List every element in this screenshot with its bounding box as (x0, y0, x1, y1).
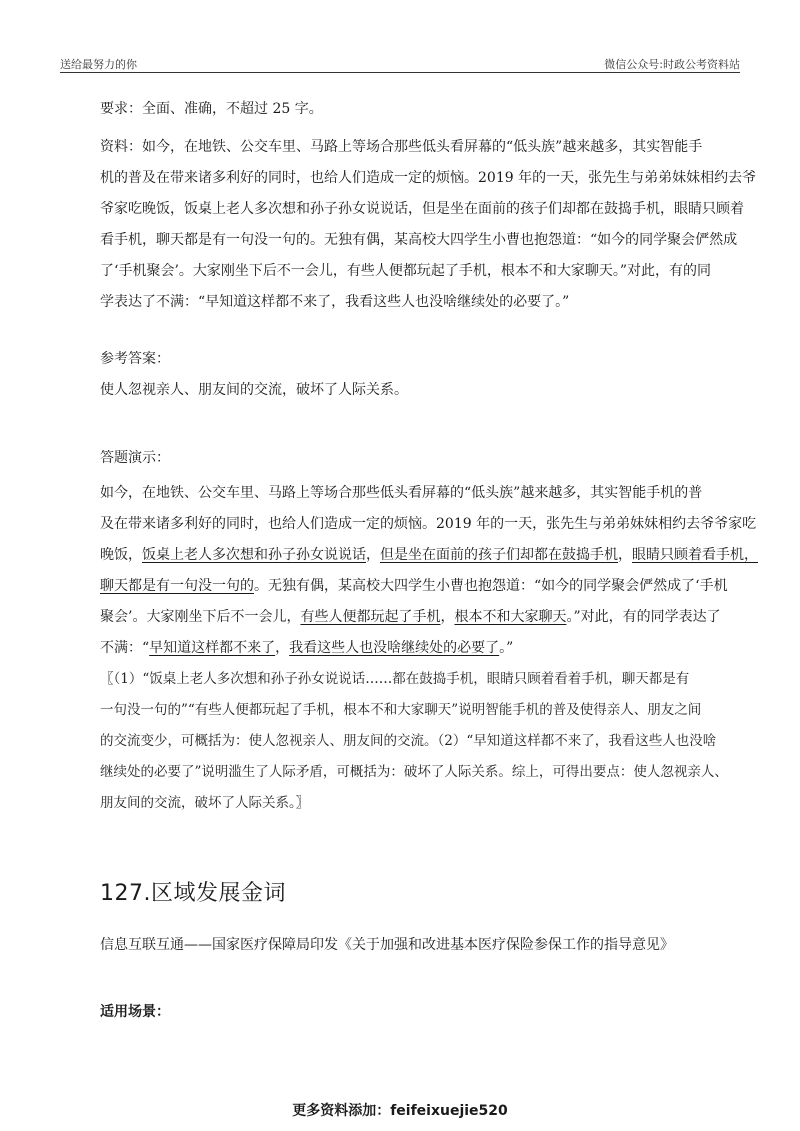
quote-line: 信息互联互通——国家医疗保障局印发《关于加强和改进基本医疗保险参保工作的指导意见》 (100, 937, 674, 953)
demo-line (100, 540, 758, 571)
underlined-phrase: 有些人便都玩起了手机 (300, 609, 441, 625)
demo-text: ， (440, 609, 455, 625)
scene-label: 适用场景： (100, 1004, 170, 1020)
answer-label: 参考答案： (100, 351, 170, 367)
answer-text: 使人忽视亲人、朋友间的交流，破坏了人际关系。 (100, 382, 408, 398)
material-line: 资料：如今，在地铁、公交车里、马路上等场合那些低头看屏幕的“低头族”越来越多，其实智能手 (100, 139, 703, 155)
underlined-phrase: 饭桌上老人多次想和孙子孙女说说话 (142, 547, 366, 563)
header-left-text: 送给最努力的你 (60, 58, 137, 71)
demo-line: 及在带来诸多利好的同时，也给人们造成一定的烦恼。2019 年的一天，张先生与弟弟妹妹相约去爷爷家吃 (100, 516, 757, 532)
underlined-phrase: 但是坐在面前的孩子们却都在鼓捣手机 (380, 547, 618, 563)
material-line: 学表达了不满：“早知道这样都不来了，我看这些人也没啥继续处的必要了。” (100, 294, 570, 310)
material-line: 了‘手机聚会’。大家刚坐下后不一会儿，有些人便都玩起了手机，根本不和大家聊天。”对此，有的同 (100, 263, 712, 279)
material-paragraph (100, 132, 757, 318)
underlined-phrase: 根本不和大家聊天 (454, 609, 567, 625)
underlined-phrase: 早知道这样都不来了 (149, 640, 276, 656)
material-line: 机的普及在带来诸多利好的同时，也给人们造成一定的烦恼。2019 年的一天，张先生与弟弟妹妹相约去爷 (100, 170, 757, 186)
page-footer: 更多资料添加：feifeixuejie520 (292, 1103, 508, 1119)
demo-text: 。无独有偶，某高校大四学生小曹也抱怨道：“如今的同学聚会俨然成了‘手机 (254, 578, 728, 594)
page-header (60, 56, 740, 73)
demo-line: 如今，在地铁、公交车里、马路上等场合那些低头看屏幕的“低头族”越来越多，其实智能手机的普 (100, 485, 703, 501)
demo-label: 答题演示： (100, 450, 170, 466)
analysis-line: 一句没一句的”“有些人便都玩起了手机，根本不和大家聊天”说明智能手机的普及使得亲人、朋友之间 (100, 702, 702, 718)
analysis-line: 朋友间的交流，破坏了人际关系。〗 (100, 795, 310, 811)
answer-section (100, 344, 710, 406)
demo-line (100, 571, 728, 602)
requirement-text: 要求：全面、准确，不超过 25 字。 (100, 101, 323, 117)
material-line: 看手机，聊天都是有一句没一句的。无独有偶，某高校大四学生小曹也抱怨道：“如今的同学聚会俨然成 (100, 232, 738, 248)
header-right-text: 微信公众号:时政公考资料站 (604, 58, 740, 71)
demo-text: ， (275, 640, 290, 656)
demo-text: 。” (499, 640, 514, 656)
demo-text: 不满：“ (100, 640, 150, 656)
demo-text: ， (366, 547, 380, 563)
demo-line (100, 602, 720, 633)
demo-line (100, 633, 720, 664)
analysis-line: 〖（1）“饭桌上老人多次想和孙子孙女说说话……都在鼓捣手机，眼睛只顾着看着手机，聊天都是有 (100, 671, 690, 687)
demo-text: 晚饭， (100, 547, 142, 563)
demo-text: ， (618, 547, 632, 563)
demo-paragraph (100, 478, 758, 664)
demo-text: 聚会’。大家刚坐下后不一会儿， (100, 609, 301, 625)
underlined-phrase: 我看这些人也没啥继续处的必要了 (289, 640, 500, 656)
demo-label-block (100, 443, 710, 474)
analysis-paragraph (100, 664, 728, 819)
analysis-line: 的交流变少，可概括为：使人忽视亲人、朋友间的交流。（2）“早知道这样都不来了，我看这些人也没啥 (100, 733, 717, 749)
underlined-phrase: 聊天都是有一句没一句的 (100, 578, 254, 594)
demo-text: 。”对此，有的同学表达了 (566, 609, 721, 625)
underlined-phrase: 眼睛只顾着看手机， (632, 547, 758, 563)
section-title: 127.区域发展金词 (100, 881, 286, 906)
requirement (100, 94, 710, 125)
analysis-line: 继续处的必要了”说明滥生了人际矛盾，可概括为：破坏了人际关系。综上，可得出要点：使人忽视亲人、 (100, 764, 728, 780)
material-line: 爷家吃晚饭，饭桌上老人多次想和孙子孙女说说话，但是坐在面前的孩子们却都在鼓捣手机，眼睛只顾着 (100, 201, 744, 217)
